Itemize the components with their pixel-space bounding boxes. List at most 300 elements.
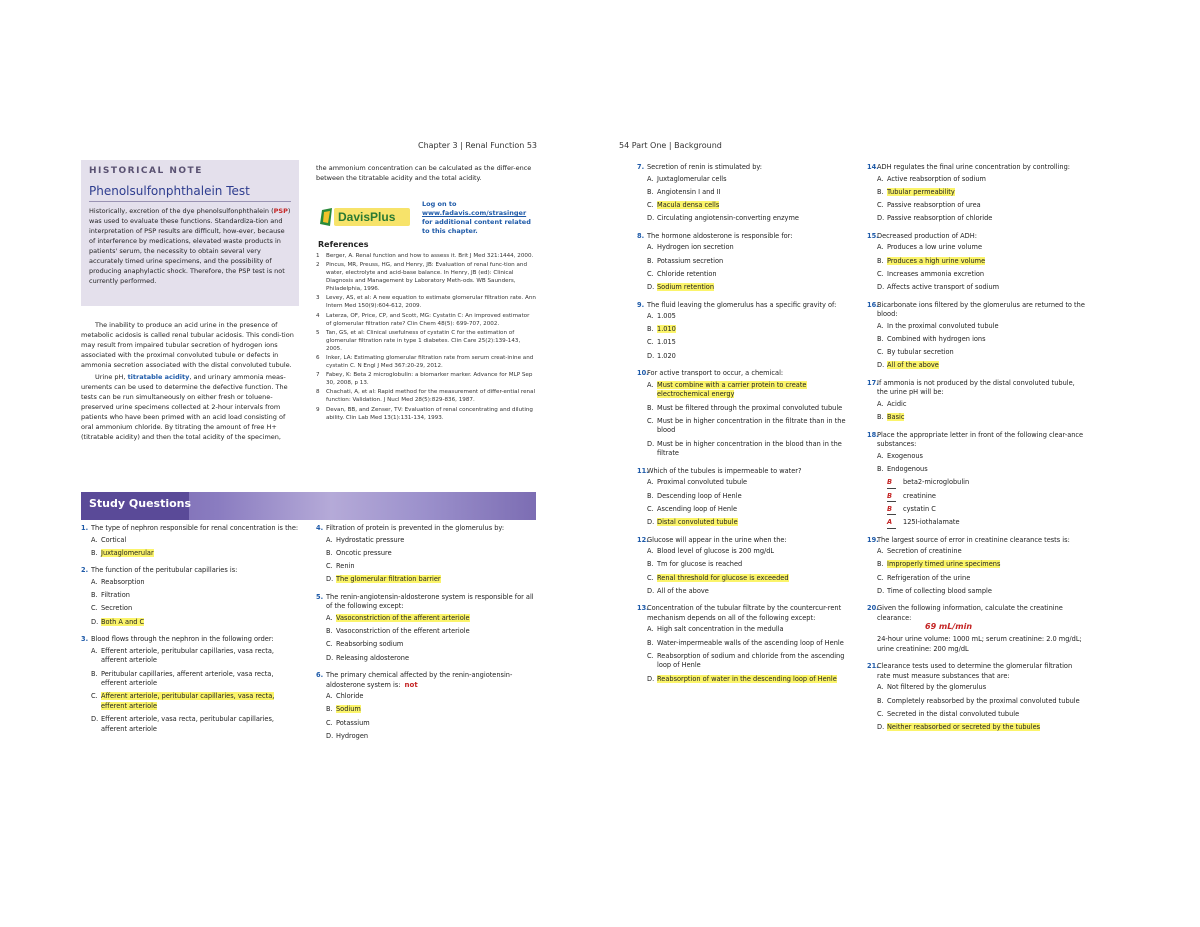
option-text: Acidic (887, 400, 907, 409)
option-letter: D. (647, 282, 655, 291)
option-letter: D. (647, 586, 655, 595)
option-text: Hydrostatic pressure (336, 535, 405, 544)
question-q10 (637, 369, 852, 459)
option-text: 1.005 (657, 312, 676, 321)
option-letter: B. (647, 187, 654, 196)
question-text: The primary chemical affected by the renin-angiotensin-aldosterone system is: (326, 671, 513, 689)
answer-option (637, 574, 852, 584)
option-text: Proximal convoluted tubule (657, 478, 748, 487)
option-text: Basic (887, 413, 905, 422)
reference-text: Levey, AS, et al: A new equation to estimate glomerular filtration rate. Ann Intern Med 150(9):604-612, 2009. (326, 295, 536, 310)
answer-option (81, 715, 301, 734)
davis-line-3: for additional content related (422, 218, 531, 226)
answer-option (637, 560, 852, 570)
answer-option (316, 654, 536, 664)
option-text: Juxtaglomerular cells (657, 174, 727, 183)
clearance-item-text: creatinine (903, 491, 936, 500)
references-heading: References (318, 240, 369, 249)
question-text: The renin-angiotensin-aldosterone system is responsible for all of the following except: (326, 592, 534, 611)
reference-number: 6 (316, 354, 320, 361)
questions-column-d (867, 163, 1085, 741)
question-data: 24-hour urine volume: 1000 mL; serum creatinine: 2.0 mg/dL; urine creatinine: 200 mg/dL (877, 635, 1082, 653)
question-q9 (637, 301, 852, 362)
answer-option (316, 562, 536, 572)
question-q7 (637, 163, 852, 224)
answer-option (867, 348, 1085, 358)
reference-number: 3 (316, 295, 320, 302)
historical-note-title: Phenolsulfonphthalein Test (89, 184, 291, 202)
question-text: Concentration of the tubular filtrate by the countercur-rent mechanism depends on all of the following except: (647, 604, 842, 622)
option-letter: C. (877, 348, 884, 357)
answer-option (316, 549, 536, 559)
answer-option (867, 214, 1085, 224)
option-text: Water-impermeable walls of the ascending loop of Henle (657, 638, 844, 647)
option-letter: C. (647, 200, 654, 209)
option-letter: B. (647, 325, 654, 334)
question-stem (637, 536, 852, 546)
answer-option (867, 560, 1085, 570)
option-text: Endogenous (887, 465, 928, 474)
question-number: 11. (637, 466, 649, 475)
question-number: 4. (316, 524, 324, 532)
option-letter: B. (877, 187, 884, 196)
handwritten-answer: A (887, 518, 896, 529)
body-column-1 (81, 320, 299, 442)
option-text: Chloride (336, 692, 364, 701)
option-text: Circulating angiotensin-converting enzyme (657, 214, 799, 223)
question-text: Given the following information, calculate the creatinine clearance: (877, 604, 1063, 622)
answer-option (637, 547, 852, 557)
option-text: Reabsorbing sodium (336, 640, 404, 649)
question-text: If ammonia is not produced by the distal convoluted tubule, the urine pH will be: (877, 378, 1075, 397)
answer-options (316, 614, 536, 663)
question-stem (867, 662, 1085, 681)
davisplus-callout (320, 200, 535, 236)
question-stem (637, 163, 852, 173)
question-number: 10. (637, 369, 649, 378)
reference-text: Berger, A. Renal function and how to assess it. Brit J Med 321:1444, 2000. (326, 253, 534, 259)
question-stem (867, 604, 1085, 623)
handwritten-answer: B (887, 478, 896, 489)
question-stem (867, 379, 1085, 398)
option-text: Macula densa cells (657, 200, 720, 209)
answer-option (316, 536, 536, 546)
reference-item (316, 354, 536, 370)
option-letter: D. (91, 617, 99, 626)
option-text: Hydrogen ion secretion (657, 243, 734, 252)
option-text: Sodium retention (657, 282, 715, 291)
option-letter: D. (91, 715, 99, 724)
option-text: Produces a high urine volume (887, 256, 986, 265)
option-letter: D. (326, 575, 334, 584)
option-text: Must be filtered through the proximal convoluted tubule (657, 403, 843, 412)
question-number: 17. (867, 378, 879, 387)
question-q19 (867, 536, 1085, 597)
option-letter: D. (647, 674, 655, 683)
answer-option (81, 536, 301, 546)
option-letter: A. (647, 243, 654, 252)
answer-option (637, 381, 852, 400)
option-letter: D. (877, 723, 885, 731)
option-letter: C. (647, 573, 654, 582)
option-letter: B. (326, 705, 333, 714)
option-letter: A. (647, 174, 654, 183)
answer-option (637, 625, 852, 635)
option-letter: A. (91, 535, 98, 544)
option-letter: B. (877, 560, 884, 569)
historical-note (81, 160, 299, 306)
answer-option (637, 505, 852, 515)
answer-options (637, 243, 852, 292)
study-questions-banner (81, 492, 536, 520)
answer-option (316, 614, 536, 624)
option-letter: B. (647, 560, 654, 569)
question-text: The largest source of error in creatinine clearance tests is: (877, 535, 1070, 544)
answer-option (867, 188, 1085, 198)
questions-column-a (81, 524, 301, 742)
question-q15 (867, 232, 1085, 293)
option-letter: D. (647, 214, 655, 223)
option-letter: B. (647, 403, 654, 412)
reference-number: 2 (316, 262, 320, 269)
option-text: Increases ammonia excretion (887, 269, 985, 278)
davisplus-logo (320, 206, 412, 228)
option-letter: A. (877, 400, 884, 409)
option-text: Distal convoluted tubule (657, 517, 738, 526)
reference-number: 5 (316, 329, 320, 336)
reference-item (316, 406, 536, 422)
answer-option (316, 627, 536, 637)
option-letter: D. (877, 361, 885, 370)
question-stem (637, 232, 852, 242)
option-letter: C. (647, 338, 654, 347)
option-text: Chloride retention (657, 269, 717, 278)
page-header-left: Chapter 3 | Renal Function 53 (418, 141, 538, 150)
reference-number: 7 (316, 372, 320, 379)
answer-option (867, 587, 1085, 597)
option-text: Tubular permeability (887, 187, 955, 196)
psp-term: PSP (273, 207, 288, 215)
question-q21 (867, 662, 1085, 732)
answer-options (637, 547, 852, 596)
option-letter: D. (647, 439, 655, 448)
question-text: The fluid leaving the glomerulus has a specific gravity of: (647, 300, 837, 309)
option-letter: A. (647, 312, 654, 321)
option-text: Secretion of creatinine (887, 547, 962, 556)
answer-option (637, 639, 852, 649)
reference-text: Devan, BB, and Zenser, TV: Evaluation of renal concentrating and diluting ability. Clin Lab Med 13(1):131-134, 1993. (326, 406, 533, 421)
answer-option (867, 683, 1085, 693)
option-text: Passive reabsorption of chloride (887, 214, 993, 223)
answer-option (867, 361, 1085, 371)
answer-option (637, 283, 852, 293)
option-letter: B. (91, 591, 98, 600)
para2-a: Urine pH, (95, 373, 128, 381)
option-letter: A. (647, 380, 654, 389)
answer-option (637, 214, 852, 224)
reference-text: Fabey, K: Beta 2 microglobulin: a biomarker marker. Advance for MLP Sep 30, 2008, p 13. (326, 372, 533, 387)
titratable-acidity-term: titratable acidity (127, 373, 190, 381)
option-text: Potassium (336, 718, 370, 727)
option-letter: D. (647, 517, 655, 526)
option-letter: B. (877, 256, 884, 265)
answer-option (867, 335, 1085, 345)
option-letter: B. (326, 627, 333, 636)
option-text: Not filtered by the glomerulus (887, 683, 987, 692)
answer-option (316, 640, 536, 650)
option-letter: C. (877, 709, 884, 718)
answer-option (81, 618, 301, 628)
option-letter: A. (91, 646, 98, 655)
option-text: Combined with hydrogen ions (887, 334, 986, 343)
question-q2 (81, 566, 301, 627)
answer-option (637, 188, 852, 198)
clearance-item (867, 505, 1085, 515)
option-text: Reabsorption of water in the descending loop of Henle (657, 674, 837, 683)
option-text: Improperly timed urine specimens (887, 560, 1001, 569)
answer-option (867, 574, 1085, 584)
answer-options (867, 175, 1085, 224)
option-text: Secretion (101, 604, 133, 613)
page-header-right: 54 Part One | Background (619, 141, 722, 150)
option-text: Efferent arteriole, peritubular capillaries, vasa recta, afferent arteriole (101, 646, 274, 665)
option-text: All of the above (887, 361, 939, 370)
davisplus-logo-text: DavisPlus (338, 210, 396, 224)
question-text: Blood flows through the nephron in the following order: (91, 635, 274, 644)
option-letter: C. (326, 718, 333, 727)
question-stem (81, 635, 301, 645)
question-number: 20. (867, 604, 879, 613)
answer-options (867, 243, 1085, 292)
option-text: Neither reabsorbed or secreted by the tubules (887, 723, 1041, 731)
option-letter: A. (647, 478, 654, 487)
answer-option (637, 352, 852, 362)
reference-text: Laterza, OF, Price, CP, and Scott, MG: Cystatin C: An improved estimator of glomerular filtration rate? Clin Chem 48(5): 699-707, 2002. (326, 312, 530, 327)
handwritten-answer: B (887, 492, 896, 503)
answer-option (867, 322, 1085, 332)
answer-option (637, 440, 852, 459)
option-text: Refrigeration of the urine (887, 573, 971, 582)
option-letter: A. (877, 321, 884, 330)
answer-option (81, 578, 301, 588)
answer-options (316, 536, 536, 585)
question-stem (867, 163, 1085, 173)
answer-options (867, 683, 1085, 732)
question-number: 18. (867, 430, 879, 439)
question-stem (81, 566, 301, 576)
option-letter: A. (326, 692, 333, 701)
answer-option (81, 647, 301, 666)
question-text: The hormone aldosterone is responsible for: (647, 231, 793, 240)
reference-number: 9 (316, 406, 320, 413)
reference-item (316, 252, 536, 260)
answer-option (867, 201, 1085, 211)
option-letter: C. (326, 640, 333, 649)
answer-option (867, 465, 1085, 475)
answer-options (637, 312, 852, 361)
answer-options (867, 400, 1085, 423)
answer-option (637, 175, 852, 185)
option-text: Angiotensin I and II (657, 187, 721, 196)
answer-option (637, 492, 852, 502)
answer-options (637, 381, 852, 459)
option-letter: B. (647, 491, 654, 500)
option-letter: A. (877, 243, 884, 252)
question-text: Filtration of protein is prevented in the glomerulus by: (326, 524, 505, 532)
question-text: Glucose will appear in the urine when the: (647, 535, 787, 544)
question-text: The function of the peritubular capillaries is: (91, 566, 238, 575)
clearance-item-text: 125I-iothalamate (903, 517, 960, 526)
question-q3 (81, 635, 301, 734)
option-letter: B. (91, 548, 98, 557)
answer-option (316, 705, 536, 715)
answer-option (637, 270, 852, 280)
question-q1 (81, 524, 301, 558)
question-q20 (867, 604, 1085, 654)
option-letter: B. (877, 465, 884, 474)
question-number: 1. (81, 524, 89, 532)
question-text: Decreased production of ADH: (877, 231, 977, 240)
answer-option (867, 710, 1085, 720)
question-stem (81, 524, 301, 534)
answer-option (637, 652, 852, 671)
option-text: Affects active transport of sodium (887, 282, 1000, 291)
option-text: 1.015 (657, 338, 676, 347)
reference-text: Inker, LA: Estimating glomerular filtration rate from serum creat-inine and cystatin C. N Engl J Med 367:20-29, 2012. (326, 354, 534, 369)
davis-link[interactable]: www.fadavis.com/strasinger (422, 209, 527, 217)
answer-options (81, 647, 301, 735)
reference-number: 4 (316, 312, 320, 319)
body-para-2 (81, 372, 299, 442)
question-q12 (637, 536, 852, 597)
option-text: Both A and C (101, 617, 145, 626)
option-text: Juxtaglomerular (101, 548, 154, 557)
question-number: 14. (867, 163, 879, 171)
option-text: Efferent arteriole, vasa recta, peritubular capillaries, afferent arteriole (101, 715, 274, 733)
question-number: 5. (316, 592, 324, 601)
handwritten-note: not (404, 680, 418, 689)
answer-option (81, 591, 301, 601)
option-letter: B. (877, 334, 884, 343)
question-text: Secretion of renin is stimulated by: (647, 163, 763, 171)
option-text: Vasoconstriction of the afferent arteriole (336, 613, 470, 622)
option-letter: B. (647, 638, 654, 647)
option-text: Reabsorption (101, 577, 145, 586)
option-text: Must be in higher concentration in the filtrate than in the blood (657, 416, 846, 435)
answer-option (81, 604, 301, 614)
answer-options (81, 578, 301, 627)
reference-item (316, 261, 536, 293)
option-text: The glomerular filtration barrier (336, 575, 441, 584)
question-stem (637, 369, 852, 379)
question-q13 (637, 604, 852, 684)
option-letter: A. (877, 683, 884, 692)
question-q17 (867, 379, 1085, 423)
clearance-items (867, 478, 1085, 527)
option-text: Tm for glucose is reached (657, 560, 743, 569)
answer-option (867, 270, 1085, 280)
questions-column-c (637, 163, 852, 692)
option-text: Afferent arteriole, peritubular capillaries, vasa recta, efferent arteriole (101, 692, 275, 710)
answer-option (637, 417, 852, 436)
answer-option (637, 325, 852, 335)
option-text: Cortical (101, 535, 127, 544)
option-text: Hydrogen (336, 731, 369, 740)
reference-text: Chachati, A, et al: Rapid method for the measurement of differ-ential renal function: Validation. J Nucl Med 28(5):829-836, 1987. (326, 389, 536, 404)
question-text: Which of the tubules is impermeable to water? (647, 466, 802, 475)
question-stem (637, 604, 852, 623)
option-text: Must combine with a carrier protein to create electrochemical energy (657, 380, 807, 399)
option-text: Must be in higher concentration in the blood than in the filtrate (657, 439, 842, 458)
answer-option (637, 675, 852, 685)
study-questions-title: Study Questions (89, 497, 192, 510)
question-q6 (316, 671, 536, 741)
option-text: Ascending loop of Henle (657, 504, 738, 513)
option-text: Time of collecting blood sample (887, 586, 992, 595)
option-letter: A. (91, 577, 98, 586)
davis-line-1: Log on to (422, 200, 457, 208)
question-stem (637, 301, 852, 311)
option-letter: D. (326, 653, 334, 662)
answer-option (637, 338, 852, 348)
question-number: 13. (637, 604, 649, 613)
option-text: By tubular secretion (887, 348, 954, 357)
answer-options (637, 478, 852, 527)
option-text: Vasoconstriction of the efferent arteriole (336, 627, 470, 636)
answer-option (637, 243, 852, 253)
question-stem (867, 232, 1085, 242)
option-letter: C. (326, 561, 333, 570)
question-number: 9. (637, 300, 645, 309)
answer-option (867, 400, 1085, 410)
option-text: Passive reabsorption of urea (887, 200, 981, 209)
option-letter: B. (877, 696, 884, 705)
question-text: Place the appropriate letter in front of the following clear-ance substances: (877, 430, 1084, 449)
question-stem (867, 301, 1085, 320)
option-text: Completely reabsorbed by the proximal convoluted tubule (887, 696, 1080, 705)
historical-text-a: Historically, excretion of the dye phenolsulfonphthalein ( (89, 207, 274, 215)
option-text: Exogenous (887, 452, 923, 460)
answer-option (867, 257, 1085, 267)
option-text: Releasing aldosterone (336, 653, 410, 662)
reference-number: 1 (316, 253, 320, 259)
reference-text: Tan, GS, et al: Clinical usefulness of cystatin C for the estimation of glomerular filtration rate in type 1 diabetes. Clin Care 25(2):139-143, 2005. (326, 329, 521, 352)
option-text: Potassium secretion (657, 256, 724, 265)
question-number: 7. (637, 163, 645, 171)
option-letter: C. (647, 416, 654, 425)
answer-option (637, 404, 852, 414)
option-letter: C. (91, 692, 98, 701)
clearance-item (867, 518, 1085, 528)
answer-option (316, 732, 536, 742)
option-text: Secreted in the distal convoluted tubule (887, 709, 1020, 718)
question-number: 2. (81, 566, 89, 575)
answer-option (637, 201, 852, 211)
option-letter: A. (877, 174, 884, 183)
handwritten-answer: 69 mL/min (925, 622, 973, 632)
option-letter: A. (877, 547, 884, 556)
option-text: Renin (336, 561, 355, 570)
historical-note-text (89, 206, 291, 286)
historical-text-b: ) was used to evaluate these functions. Standardiza-tion and interpretation of PSP results are difficult, how-ever, because of interference by medications, elevated waste products in patients' serum, the necessity to obtain several very accurately timed urine specimens, and the possibility of producing anaphylactic shock. Therefore, the PSP test is not currently performed. (89, 207, 291, 285)
option-letter: D. (326, 731, 334, 740)
option-letter: A. (877, 452, 884, 460)
option-text: Sodium (336, 705, 361, 714)
option-text: 1.010 (657, 325, 676, 334)
option-letter: C. (877, 200, 884, 209)
question-q18 (867, 431, 1085, 528)
answer-option (637, 312, 852, 322)
